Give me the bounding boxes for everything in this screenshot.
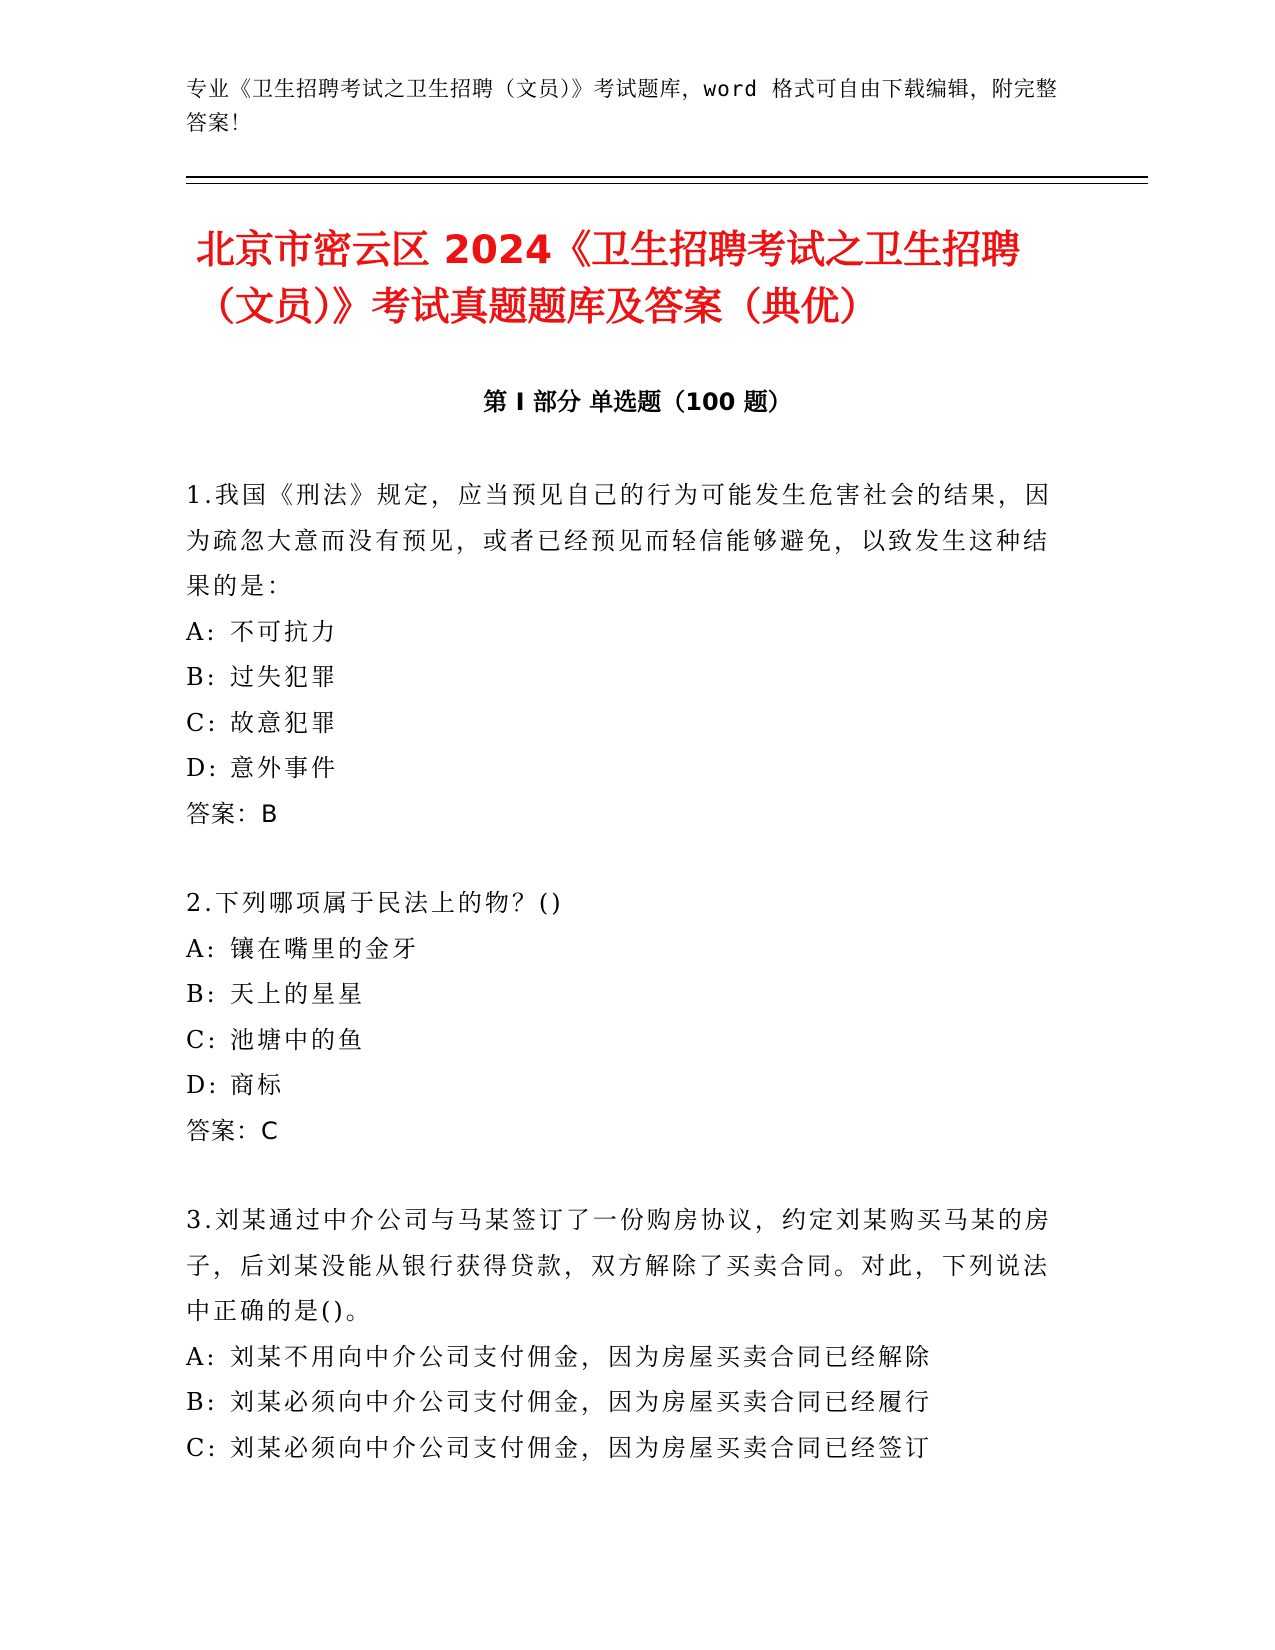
option-letter: B:	[186, 663, 218, 691]
option-letter: D:	[186, 754, 220, 782]
option-letter: C:	[186, 708, 219, 737]
question-1	[186, 473, 1066, 837]
option-b	[186, 1380, 1066, 1426]
option-text: 池塘中的鱼	[230, 1025, 365, 1054]
header-rule-thin	[186, 183, 1148, 184]
question-2	[186, 881, 1066, 1154]
option-letter: A:	[186, 1342, 218, 1371]
option-text: 故意犯罪	[230, 708, 338, 737]
option-letter: C:	[186, 1433, 219, 1462]
question-text: 1.我国《刑法》规定，应当预见自己的行为可能发生危害社会的结果，因为疏忽大意而没有预见，或者已经预见而轻信能够避免，以致发生这种结果的是：	[186, 481, 1052, 600]
option-letter: B:	[186, 980, 218, 1008]
option-b	[186, 655, 1066, 701]
question-text: 2.下列哪项属于民法上的物？()	[186, 889, 564, 917]
option-text: 刘某必须向中介公司支付佣金，因为房屋买卖合同已经履行	[230, 1388, 932, 1416]
header-note: 专业《卫生招聘考试之卫生招聘（文员）》考试题库，word 格式可自由下载编辑，附完整答案！	[186, 77, 1058, 135]
option-c	[186, 1018, 1066, 1064]
document-title: 北京市密云区 2024《卫生招聘考试之卫生招聘（文员）》考试真题题库及答案（典优）	[196, 228, 1021, 330]
option-d	[186, 746, 1066, 792]
option-text: 过失犯罪	[230, 663, 338, 691]
option-text: 商标	[230, 1071, 284, 1099]
option-text: 镶在嘴里的金牙	[230, 934, 419, 963]
answer-line: 答案：C	[186, 1116, 279, 1145]
option-letter: D:	[186, 1071, 220, 1099]
option-d	[186, 1063, 1066, 1109]
section-heading: 第 I 部分 单选题（100 题）	[483, 388, 792, 416]
answer-line: 答案：B	[186, 799, 279, 828]
question-3	[186, 1198, 1066, 1471]
option-text: 刘某必须向中介公司支付佣金，因为房屋买卖合同已经签订	[230, 1433, 932, 1462]
option-c	[186, 1426, 1066, 1472]
option-letter: C:	[186, 1025, 219, 1054]
option-letter: B:	[186, 1388, 218, 1416]
question-text: 3.刘某通过中介公司与马某签订了一份购房协议，约定刘某购买马某的房子，后刘某没能从银行获得贷款，双方解除了买卖合同。对此，下列说法中正确的是()。	[186, 1206, 1052, 1325]
option-c	[186, 701, 1066, 747]
option-letter: A:	[186, 617, 218, 646]
option-b	[186, 972, 1066, 1018]
option-text: 意外事件	[230, 754, 338, 782]
header-rule-thick	[186, 176, 1148, 178]
option-a	[186, 927, 1066, 973]
option-text: 天上的星星	[230, 980, 365, 1008]
option-text: 不可抗力	[230, 617, 338, 646]
option-a	[186, 610, 1066, 656]
option-a	[186, 1335, 1066, 1381]
option-text: 刘某不用向中介公司支付佣金，因为房屋买卖合同已经解除	[230, 1342, 932, 1371]
question-list	[186, 473, 1066, 1515]
option-letter: A:	[186, 934, 218, 963]
